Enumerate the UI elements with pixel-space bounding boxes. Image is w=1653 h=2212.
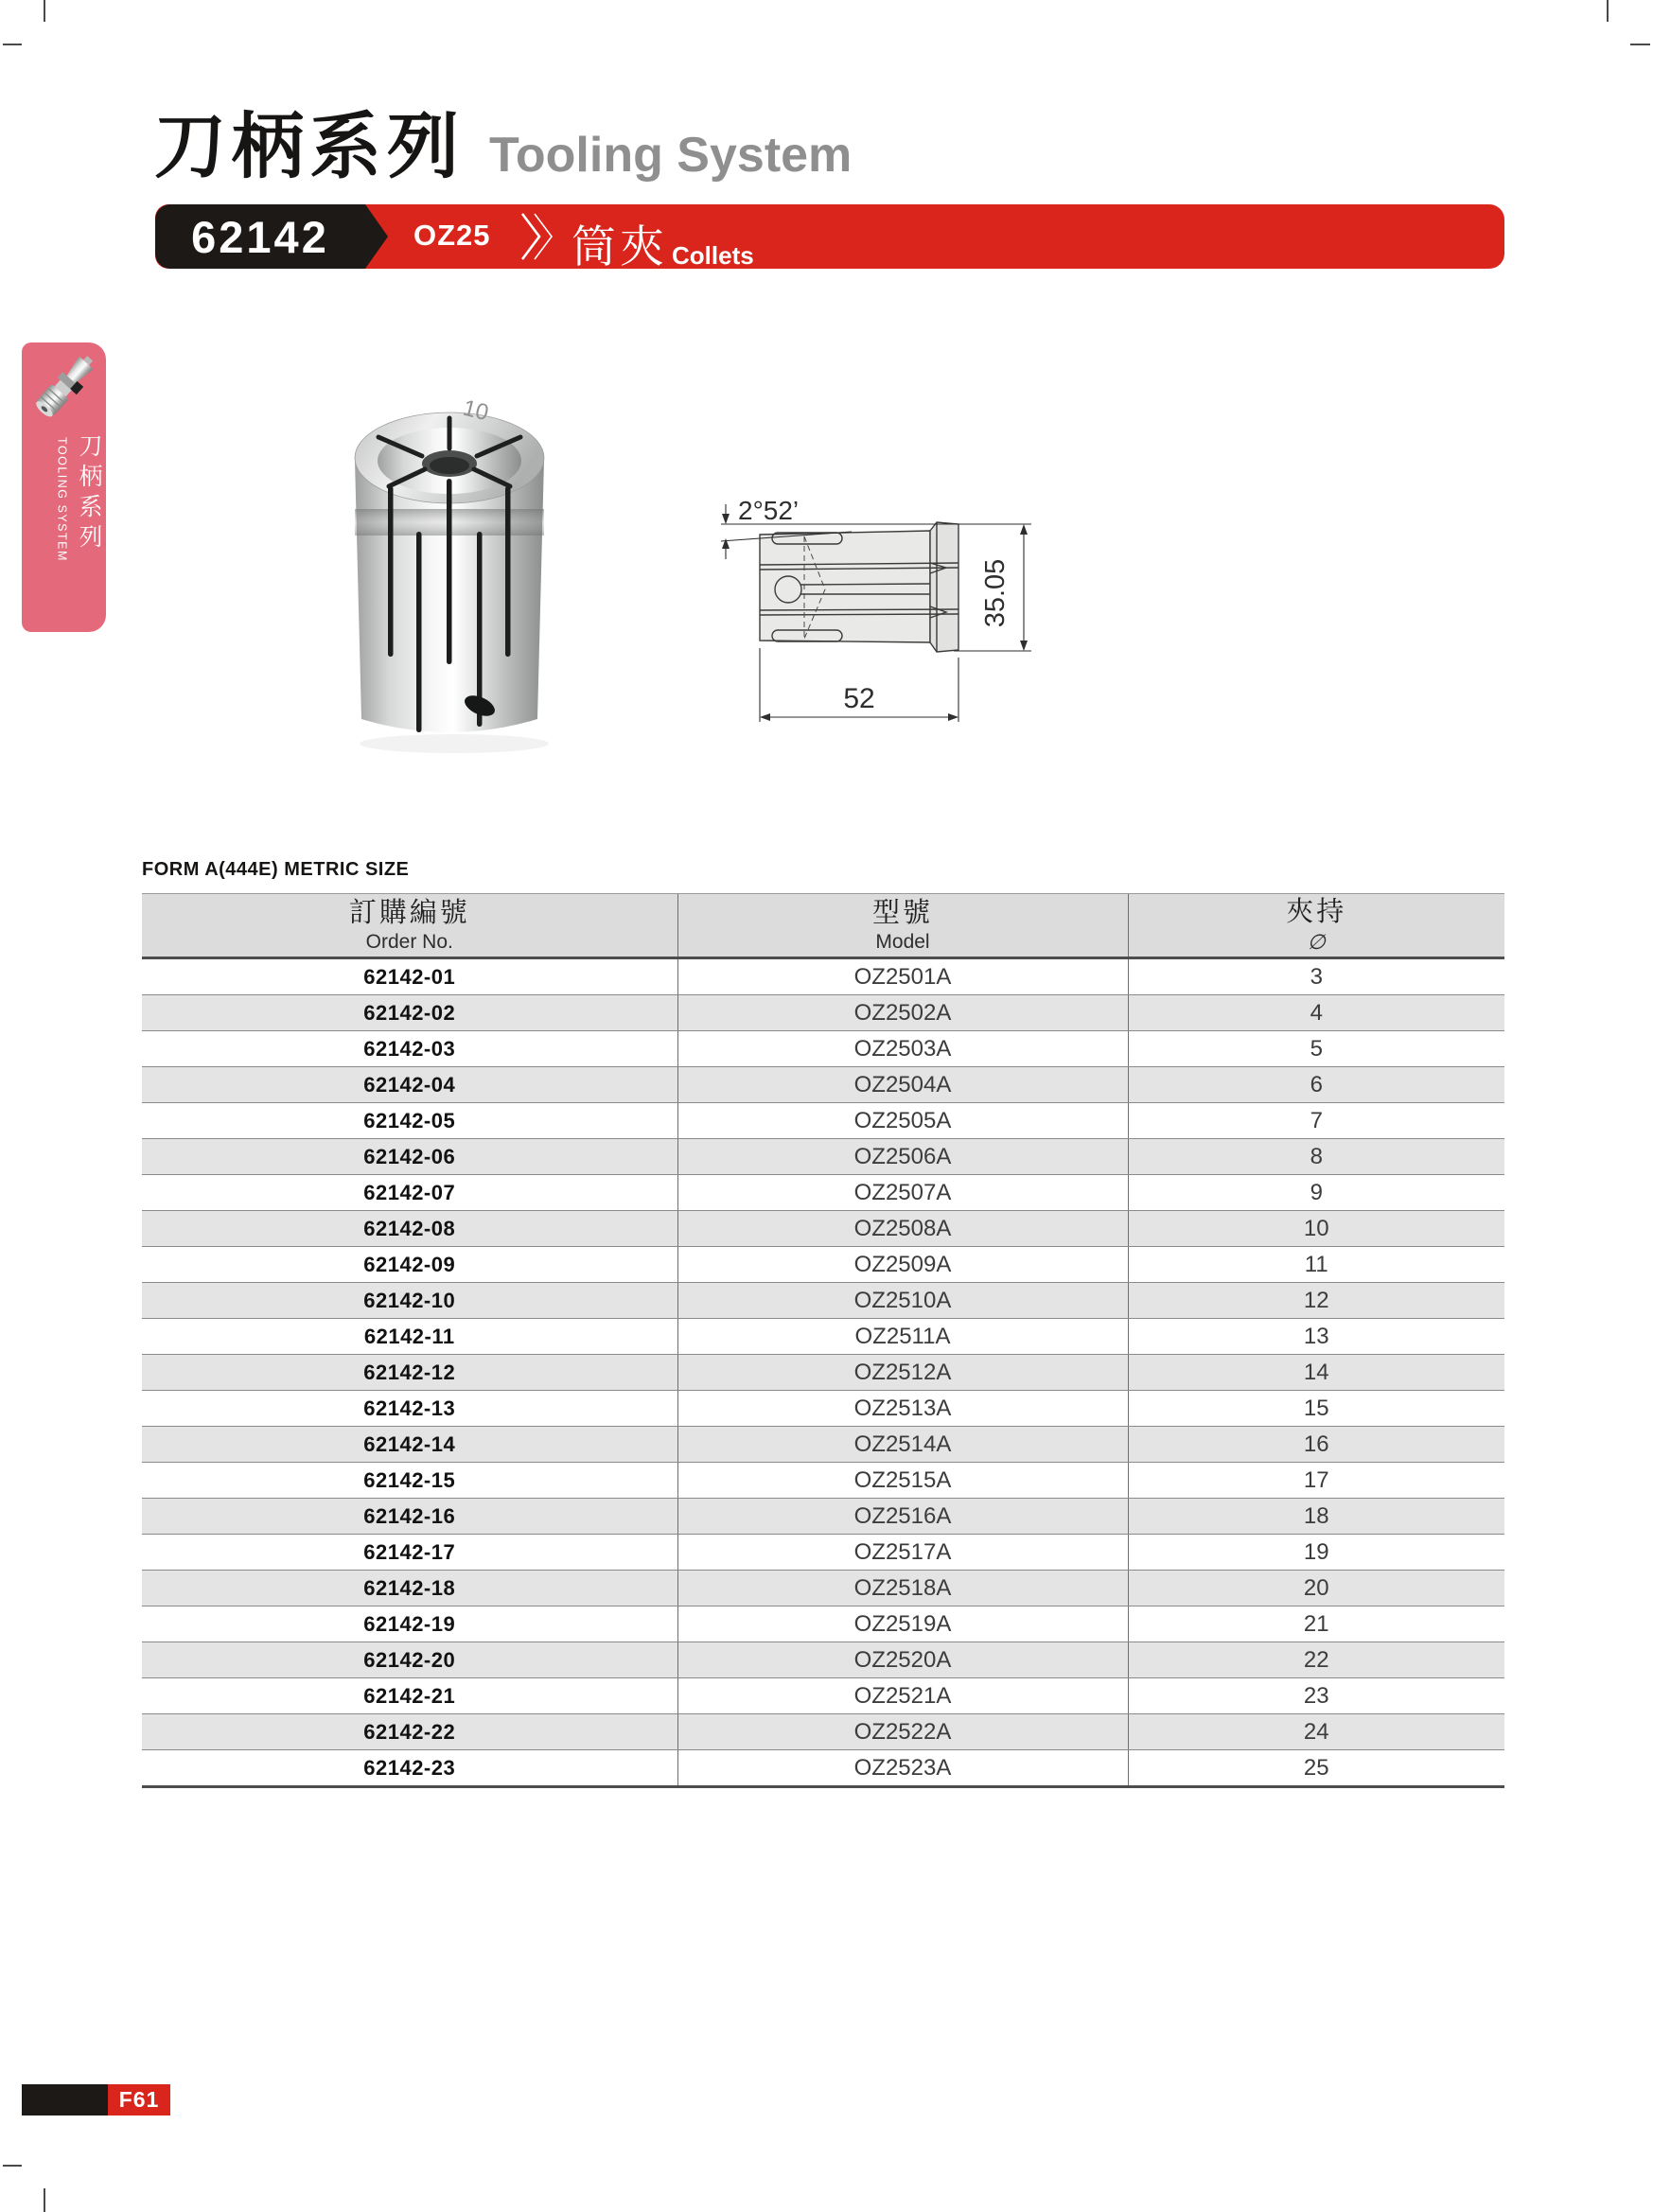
model-cell: OZ2501A [677,958,1128,995]
order-no-cell: 62142-23 [142,1750,677,1787]
diameter-cell: 25 [1128,1750,1504,1787]
dim-height-label: 35.05 [980,558,1011,628]
model-cell: OZ2511A [677,1319,1128,1355]
diameter-cell: 14 [1128,1355,1504,1391]
table-header-row [142,894,1504,958]
dim-width-label: 52 [843,683,875,714]
diameter-cell: 18 [1128,1499,1504,1535]
col-header-order-no-en: Order No. [365,931,453,953]
product-name-zh: 筒夾 [572,221,668,272]
diameter-cell: 5 [1128,1031,1504,1067]
table-row [142,1499,1504,1535]
order-no-cell: 62142-08 [142,1211,677,1247]
table-row [142,1211,1504,1247]
table-row [142,1642,1504,1678]
order-no-cell: 62142-03 [142,1031,677,1067]
order-no-cell: 62142-06 [142,1139,677,1175]
order-code: 62142 [191,211,329,262]
model-cell: OZ2513A [677,1391,1128,1427]
table-row [142,1714,1504,1750]
order-no-cell: 62142-20 [142,1642,677,1678]
col-header-model-en: Model [875,931,930,953]
crop-mark [3,44,22,45]
order-no-cell: 62142-14 [142,1427,677,1463]
tool-holder-thumbnail [27,348,101,431]
table-row [142,1067,1504,1103]
table-row [142,1319,1504,1355]
order-no-cell: 62142-11 [142,1319,677,1355]
order-no-cell: 62142-19 [142,1606,677,1642]
diameter-cell: 13 [1128,1319,1504,1355]
diameter-cell: 3 [1128,958,1504,995]
collet-dimension-drawing [710,478,1088,762]
diameter-cell: 22 [1128,1642,1504,1678]
table-row [142,1031,1504,1067]
order-no-cell: 62142-16 [142,1499,677,1535]
sidebar-label-en: TOOLING SYSTEM [55,437,69,562]
page-number-badge: F61 [108,2084,170,2115]
diameter-cell: 8 [1128,1139,1504,1175]
order-no-cell: 62142-02 [142,995,677,1031]
order-no-cell: 62142-09 [142,1247,677,1283]
order-no-cell: 62142-17 [142,1535,677,1571]
sidebar-tab-tooling-system [22,342,106,632]
model-cell: OZ2505A [677,1103,1128,1139]
product-name [572,204,754,277]
page-footer [22,2084,170,2115]
table-row [142,1535,1504,1571]
model-cell: OZ2521A [677,1678,1128,1714]
order-no-cell: 62142-22 [142,1714,677,1750]
table-row [142,1391,1504,1427]
table-row [142,1678,1504,1714]
model-cell: OZ2515A [677,1463,1128,1499]
diameter-cell: 24 [1128,1714,1504,1750]
model-cell: OZ2518A [677,1571,1128,1606]
model-cell: OZ2517A [677,1535,1128,1571]
col-header-order-no-zh: 訂購編號 [348,897,470,928]
page-title-en: Tooling System [489,128,853,183]
order-no-cell: 62142-01 [142,958,677,995]
sidebar-label-zh: 刀柄系列 [76,433,102,554]
table-row [142,1139,1504,1175]
order-no-cell: 62142-21 [142,1678,677,1714]
crop-mark [1607,0,1609,22]
table-row [142,1355,1504,1391]
footer-black-block [22,2084,108,2115]
diameter-cell: 20 [1128,1571,1504,1606]
dim-angle-label: 2°52’ [738,496,800,525]
collet-table-body [142,958,1504,1787]
diameter-cell: 19 [1128,1535,1504,1571]
crop-mark [44,2188,45,2212]
model-cell: OZ2509A [677,1247,1128,1283]
order-no-cell: 62142-07 [142,1175,677,1211]
order-no-cell: 62142-10 [142,1283,677,1319]
model-cell: OZ2503A [677,1031,1128,1067]
diameter-cell: 17 [1128,1463,1504,1499]
diameter-cell: 7 [1128,1103,1504,1139]
model-cell: OZ2514A [677,1427,1128,1463]
chevron-separator-icon [519,212,556,261]
model-cell: OZ2523A [677,1750,1128,1787]
model-cell: OZ2512A [677,1355,1128,1391]
collet-table [142,893,1504,1788]
model-cell: OZ2516A [677,1499,1128,1535]
table-row [142,1175,1504,1211]
diameter-cell: 4 [1128,995,1504,1031]
col-header-diameter-zh: 夾持 [1286,897,1347,928]
model-cell: OZ2504A [677,1067,1128,1103]
diameter-cell: 23 [1128,1678,1504,1714]
col-header-model-zh: 型號 [871,897,933,928]
crop-mark [44,0,45,22]
order-no-cell: 62142-13 [142,1391,677,1427]
table-row [142,1571,1504,1606]
table-row [142,1103,1504,1139]
diameter-cell: 9 [1128,1175,1504,1211]
table-row [142,1283,1504,1319]
model-cell: OZ2522A [677,1714,1128,1750]
col-header-order-no [142,894,677,958]
diameter-cell: 10 [1128,1211,1504,1247]
diameter-cell: 16 [1128,1427,1504,1463]
diameter-cell: 21 [1128,1606,1504,1642]
model-cell: OZ2502A [677,995,1128,1031]
series-banner [155,204,1504,272]
model-cell: OZ2508A [677,1211,1128,1247]
order-no-cell: 62142-12 [142,1355,677,1391]
product-name-en: Collets [672,241,754,270]
order-no-cell: 62142-04 [142,1067,677,1103]
table-row [142,1427,1504,1463]
model-cell: OZ2510A [677,1283,1128,1319]
order-code-badge [155,204,365,269]
col-header-model [677,894,1128,958]
engraved-size-label: 10 [460,395,491,427]
order-no-cell: 62142-05 [142,1103,677,1139]
collet-table-wrapper [142,893,1504,1788]
diameter-cell: 15 [1128,1391,1504,1427]
form-size-label: FORM A(444E) METRIC SIZE [142,859,410,880]
table-row [142,1750,1504,1787]
table-row [142,1606,1504,1642]
diameter-cell: 6 [1128,1067,1504,1103]
page-title [154,107,853,187]
model-cell: OZ2519A [677,1606,1128,1642]
diameter-cell: 12 [1128,1283,1504,1319]
page-title-zh: 刀柄系列 [154,107,465,187]
series-code: OZ25 [413,219,491,252]
collet-photo [329,365,570,757]
table-row [142,995,1504,1031]
diameter-cell: 11 [1128,1247,1504,1283]
col-header-diameter [1128,894,1504,958]
order-no-cell: 62142-15 [142,1463,677,1499]
order-no-cell: 62142-18 [142,1571,677,1606]
model-cell: OZ2506A [677,1139,1128,1175]
model-cell: OZ2507A [677,1175,1128,1211]
crop-mark [1630,44,1650,45]
table-row [142,1247,1504,1283]
table-row [142,958,1504,995]
model-cell: OZ2520A [677,1642,1128,1678]
crop-mark [3,2165,22,2167]
table-row [142,1463,1504,1499]
diameter-symbol: ∅ [1307,930,1326,955]
